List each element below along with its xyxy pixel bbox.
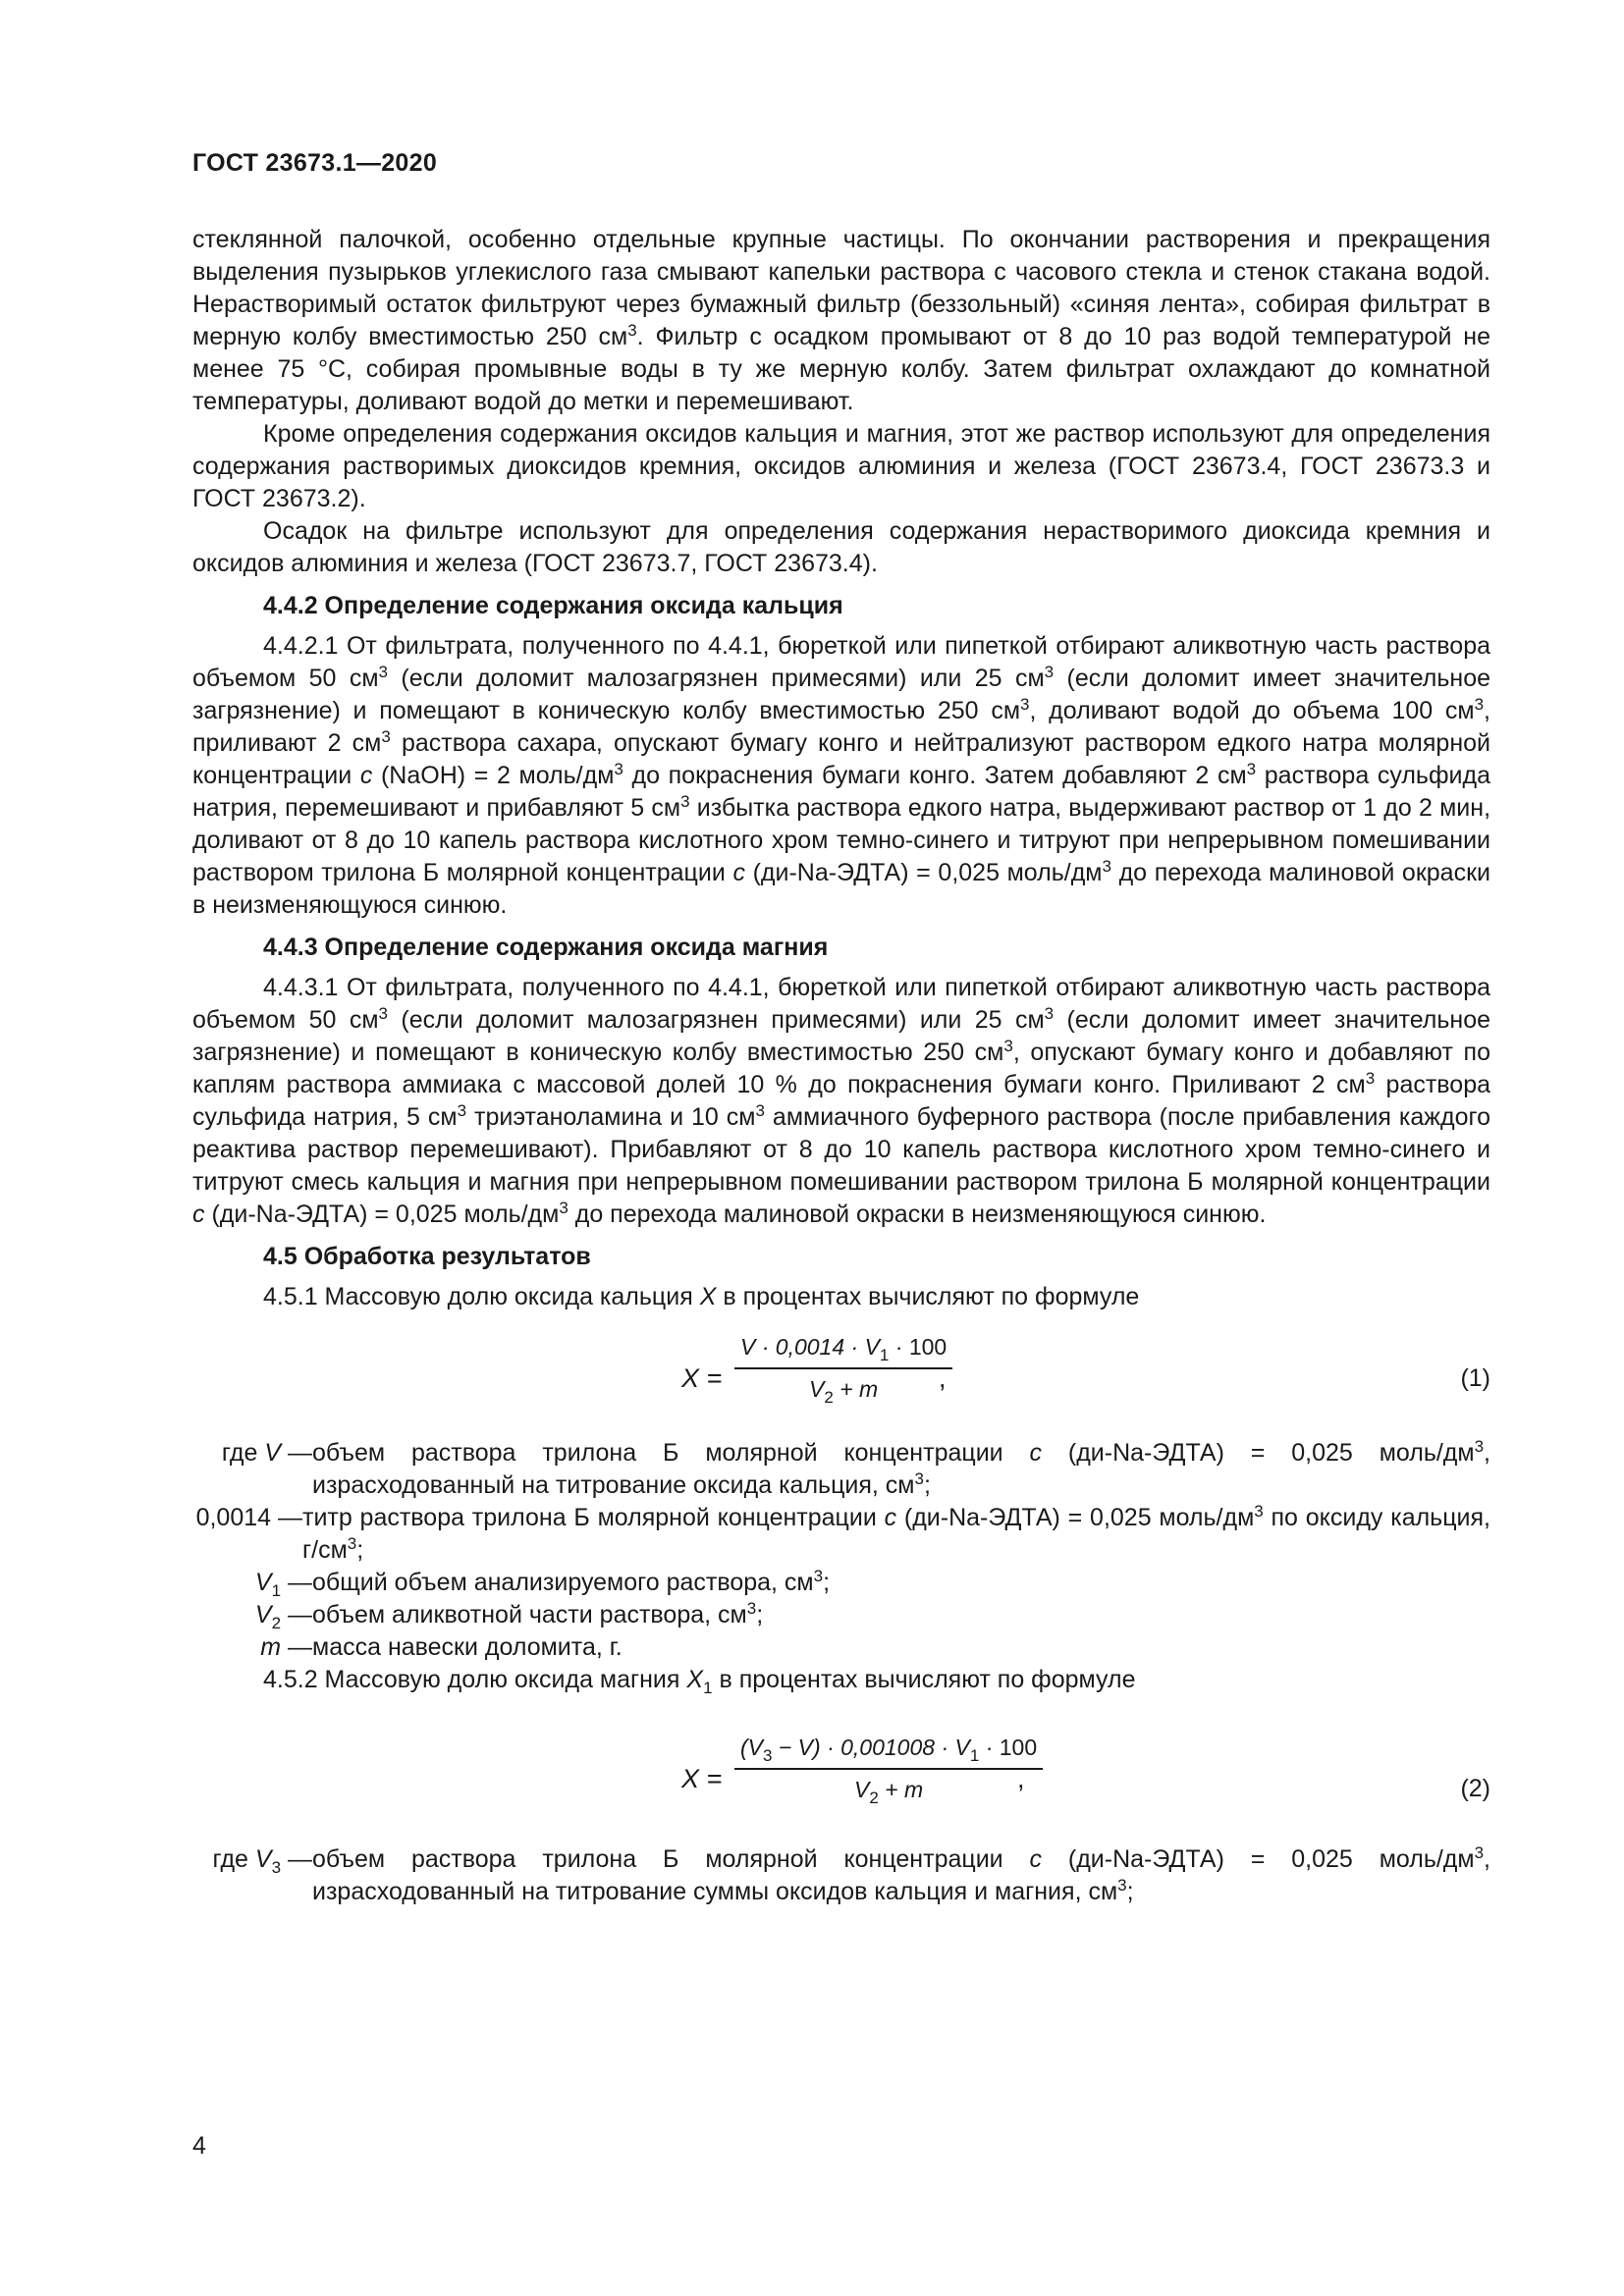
paragraph: Кроме определения содержания оксидов кальция и магния, этот же раствор используют для определения содержания растворимых диоксидов кремния, оксидов алюминия и железа (ГОСТ 23673.4, ГОСТ 23673.3 и ГОСТ 23673.2).	[192, 420, 1490, 512]
definition-item: 0,0014 — титр раствора трилона Б молярной концентрации с (ди-Na-ЭДТА) = 0,025 моль/$дм^3$ по оксиду кальция, $г/см^3$;	[195, 1502, 1490, 1564]
document-body	[192, 224, 1490, 1908]
document-header: ГОСТ 23673.1—2020	[192, 149, 438, 177]
formula-numerator: $(V_3 - V) \cdot 0,001008 \cdot V_1 \cdot 100$	[740, 1735, 1038, 1765]
paragraph-4-4-2-1: 4.4.2.1 От фильтрата, полученного по 4.4.1, бюреткой или пипеткой отбирают аликвотную часть раствора объемом 50 $см^3$ (если доломит малозагрязнен примесями) или 25 $см^3$ (если доломит имеет значительное загрязнение) и помещают в коническую колбу вместимостью 250 $см^3$, доливают водой до объема 100 $см^3$, приливают 2 $см^3$ раствора сахара, опускают бумагу конго и нейтрализуют раствором едкого натра молярной концентрации с (NaOH) = 2 моль/$дм^3$ до покраснения бумаги конго. Затем добавляют 2 $см^3$ раствора сульфида натрия, перемешивают и прибавляют 5 $см^3$ избытка раствора едкого натра, выдерживают раствор от 1 до 2 мин, доливают от 8 до 10 капель раствора кислотного хром темно-синего и титруют при непрерывном помешивании раствором трилона Б молярной концентрации с (ди-Na-ЭДТА) = 0,025 моль/$дм^3$ до перехода малиновой окраски в неизменяющуюся синюю.	[192, 632, 1491, 919]
definition-item: где V — объем раствора трилона Б молярной концентрации с (ди-Na-ЭДТА) = 0,025 моль/$дм^3$, израсходованный на титрование оксида кальция, $см^3$;	[221, 1437, 1490, 1499]
formula-1	[192, 1313, 1490, 1431]
formula-comma: ,	[939, 1363, 947, 1393]
formula-denominator: $V_2 + m$	[853, 1777, 924, 1807]
definition-item: $V_1$ — общий объем анализируемого раствора, $см^3$;	[254, 1567, 831, 1600]
section-heading-4-4-3: 4.4.3 Определение содержания оксида магния	[263, 934, 829, 961]
formula-fraction	[734, 1331, 952, 1406]
definition-item: $V_2$ — объем аликвотной части раствора, $см^3$;	[254, 1599, 764, 1632]
formula-comma: ,	[1017, 1764, 1025, 1793]
formula-lhs: X =	[681, 1764, 723, 1793]
paragraph: Осадок на фильтре используют для определения содержания нерастворимого диоксида кремния и оксидов алюминия и железа (ГОСТ 23673.7, ГОСТ 23673.4).	[192, 517, 1490, 577]
section-heading-4-5: 4.5 Обработка результатов	[263, 1243, 591, 1270]
definition-item: где $V_3$ — объем раствора трилона Б молярной концентрации с (ди-Na-ЭДТА) = 0,025 моль/$дм^3$, израсходованный на титрование суммы оксидов кальция и магния, $см^3$;	[212, 1843, 1490, 1905]
equation-number: (1)	[1460, 1364, 1490, 1392]
paragraph-4-5-2: 4.5.2 Массовую долю оксида магния $X_1$ в процентах вычисляют по формуле	[263, 1666, 1136, 1697]
definition-item: m — масса навески доломита, г.	[260, 1633, 623, 1661]
paragraph-4-5-1: 4.5.1 Массовую долю оксида кальция X в процентах вычисляют по формуле	[263, 1283, 1140, 1310]
section-heading-4-4-2: 4.4.2 Определение содержания оксида кальция	[263, 592, 843, 619]
paragraph: стеклянной палочкой, особенно отдельные крупные частицы. По окончании растворения и прекращения выделения пузырьков углекислого газа смывают капельки раствора с часового стекла и стенок стакана водой. Нерастворимый остаток фильтруют через бумажный фильтр (беззольный) «синяя лента», собирая фильтрат в мерную колбу вместимостью 250 $см^3$. Фильтр с осадком промывают от 8 до 10 раз водой температурой не менее 75 °C, собирая промывные воды в ту же мерную колбу. Затем фильтрат охлаждают до комнатной температуры, доливают водой до метки и перемешивают.	[192, 226, 1490, 415]
page-number: 4	[192, 2132, 206, 2160]
formula-denominator: $V_2 + m$	[809, 1376, 879, 1407]
formula-numerator: $V \cdot 0,0014 \cdot V_1 \cdot 100$	[740, 1334, 947, 1364]
equation-number: (2)	[1460, 1775, 1490, 1802]
formula-fraction	[734, 1732, 1043, 1806]
formula-lhs: X =	[681, 1363, 723, 1393]
definitions-list	[192, 1437, 1490, 1664]
formula-2	[192, 1696, 1490, 1843]
paragraph-4-4-3-1: 4.4.3.1 От фильтрата, полученного по 4.4.1, бюреткой или пипеткой отбирают аликвотную часть раствора объемом 50 $см^3$ (если доломит малозагрязнен примесями) или 25 $см^3$ (если доломит имеет значительное загрязнение) и помещают в коническую колбу вместимостью 250 $см^3$, опускают бумагу конго и добавляют по каплям раствора аммиака с массовой долей 10 % до покраснения бумаги конго. Приливают 2 $см^3$ раствора сульфида натрия, 5 $см^3$ триэтаноламина и 10 $см^3$ аммиачного буферного раствора (после прибавления каждого реактива раствор перемешивают). Прибавляют от 8 до 10 капель раствора кислотного хром темно-синего и титруют смесь кальция и магния при непрерывном помешивании раствором трилона Б молярной концентрации с (ди-Na-ЭДТА) = 0,025 моль/$дм^3$ до перехода малиновой окраски в неизменяющуюся синюю.	[192, 974, 1491, 1228]
